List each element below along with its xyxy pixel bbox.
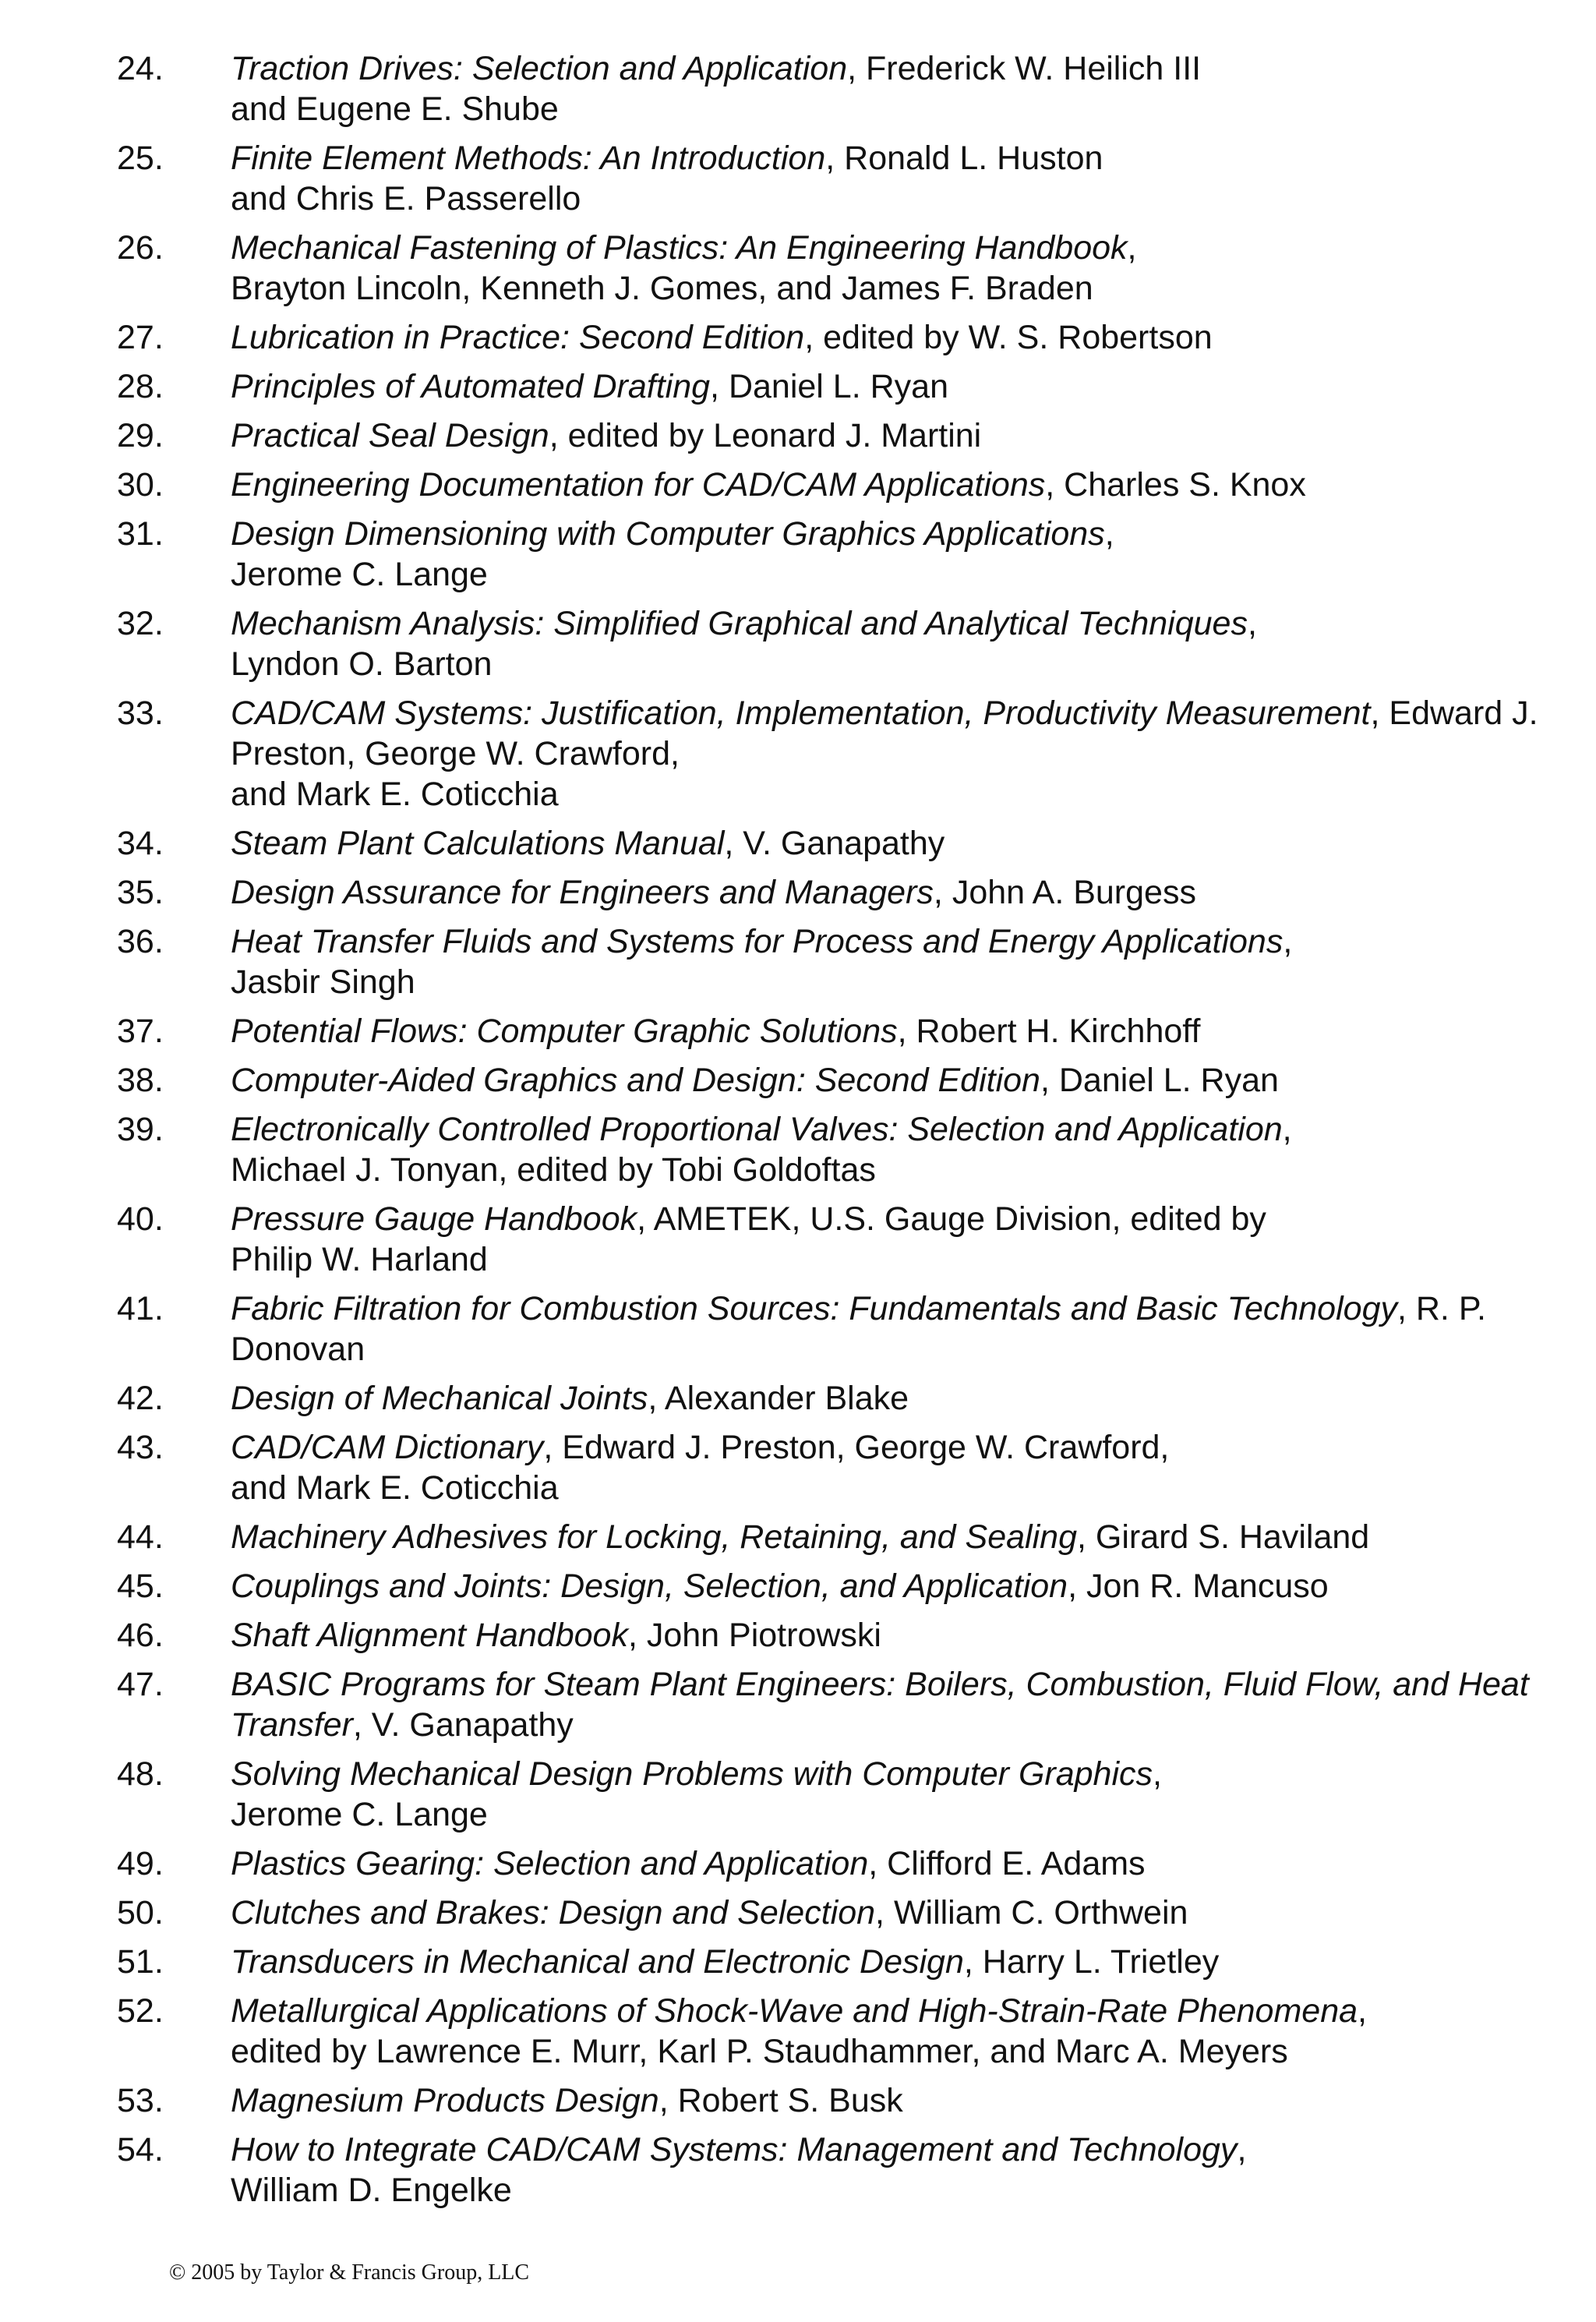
list-item [117,138,1566,219]
entry-number: 44. [117,1518,164,1556]
entry-citation [231,1566,1566,1606]
entry-citation [231,1754,1566,1835]
entry-citation [231,1378,1566,1419]
book-title: Mechanical Fastening of Plastics: An Engineering Handbook [231,229,1128,267]
list-item [117,2080,1566,2121]
entry-number: 31. [117,515,164,553]
book-title: Transducers in Mechanical and Electronic Design [231,1943,964,1981]
author-credit-continued: Lyndon O. Barton [231,645,493,683]
entry-number: 25. [117,140,164,177]
copyright-footer: © 2005 by Taylor & Francis Group, LLC [169,2260,530,2285]
author-credit-continued: Jasbir Singh [231,963,415,1001]
entry-citation [231,366,1566,407]
list-item [117,1109,1566,1190]
book-title: CAD/CAM Systems: Justification, Implementation, Productivity Measurement [231,694,1371,732]
author-credit: , John A. Burgess [933,874,1196,911]
entry-citation [231,1427,1566,1508]
entry-citation [231,872,1566,913]
author-credit-continued: Michael J. Tonyan, edited by Tobi Goldoftas [231,1151,876,1189]
list-item [117,1199,1566,1280]
list-item [117,415,1566,456]
author-credit: , Daniel L. Ryan [1040,1062,1279,1099]
book-title: Electronically Controlled Proportional Valves: Selection and Application [231,1111,1283,1148]
entry-number: 30. [117,466,164,504]
book-title: Plastics Gearing: Selection and Application [231,1845,869,1882]
author-credit: , [1153,1755,1162,1793]
book-title: Design Dimensioning with Computer Graphics Applications [231,515,1105,553]
entry-number: 39. [117,1111,164,1148]
entry-citation [231,465,1566,505]
entry-number: 26. [117,229,164,267]
entry-number: 40. [117,1200,164,1238]
book-title: Lubrication in Practice: Second Edition [231,319,805,356]
book-title: Design Assurance for Engineers and Managers [231,874,934,911]
list-item [117,1060,1566,1101]
author-credit: , Ronald L. Huston [825,140,1103,177]
list-item [117,1517,1566,1557]
entry-citation [231,2129,1566,2211]
author-credit: , [1282,1111,1292,1148]
entry-citation [231,1615,1566,1656]
list-item [117,317,1566,358]
entry-number: 45. [117,1567,164,1605]
list-item [117,1893,1566,1933]
author-credit-continued: and Mark E. Coticchia [231,776,559,813]
book-title: Fabric Filtration for Combustion Sources: Fundamentals and Basic Technology [231,1290,1397,1327]
author-credit-continued: William D. Engelke [231,2172,512,2209]
entry-citation [231,921,1566,1002]
entry-citation [231,1288,1566,1370]
author-credit: , R. P. Donovan [231,1290,1486,1368]
entry-number: 42. [117,1380,164,1417]
book-title: Machinery Adhesives for Locking, Retaining, and Sealing [231,1518,1077,1556]
entry-citation [231,1109,1566,1190]
book-series-list [117,48,1566,2219]
author-credit: , Frederick W. Heilich III [847,50,1202,87]
entry-number: 49. [117,1845,164,1882]
author-credit: , John Piotrowski [627,1617,881,1654]
entry-number: 29. [117,417,164,454]
author-credit-continued: Philip W. Harland [231,1241,488,1278]
author-credit: , [1237,2131,1247,2168]
list-item [117,1754,1566,1835]
entry-citation [231,138,1566,219]
author-credit: , edited by Leonard J. Martini [549,417,982,454]
author-credit-continued: Brayton Lincoln, Kenneth J. Gomes, and James F. Braden [231,270,1093,307]
book-title: Potential Flows: Computer Graphic Solutions [231,1013,898,1050]
book-title: Pressure Gauge Handbook [231,1200,637,1238]
author-credit-continued: Jerome C. Lange [231,1796,488,1833]
entry-citation [231,603,1566,684]
entry-number: 27. [117,319,164,356]
book-title: Couplings and Joints: Design, Selection, and Application [231,1567,1068,1605]
author-credit: , Jon R. Mancuso [1068,1567,1329,1605]
entry-citation [231,48,1566,129]
entry-citation [231,1664,1566,1745]
book-title: Shaft Alignment Handbook [231,1617,628,1654]
book-title: Steam Plant Calculations Manual [231,825,725,862]
entry-citation [231,1942,1566,1982]
list-item [117,228,1566,309]
entry-citation [231,415,1566,456]
list-item [117,872,1566,913]
list-item [117,1427,1566,1508]
author-credit-continued: and Chris E. Passerello [231,180,581,217]
author-credit-continued: and Mark E. Coticchia [231,1469,559,1507]
list-item [117,1991,1566,2072]
entry-citation [231,1843,1566,1884]
book-title: Engineering Documentation for CAD/CAM Applications [231,466,1046,504]
entry-number: 36. [117,923,164,960]
entry-citation [231,1991,1566,2072]
entry-number: 38. [117,1062,164,1099]
list-item [117,1378,1566,1419]
entry-number: 41. [117,1290,164,1327]
list-item [117,823,1566,864]
list-item [117,1615,1566,1656]
author-credit: , Girard S. Haviland [1076,1518,1370,1556]
list-item [117,2129,1566,2211]
entry-number: 52. [117,1992,164,2030]
book-title: How to Integrate CAD/CAM Systems: Management and Technology [231,2131,1238,2168]
list-item [117,1942,1566,1982]
entry-citation [231,317,1566,358]
list-item [117,603,1566,684]
author-credit: , [1283,923,1293,960]
author-credit-continued: and Eugene E. Shube [231,90,559,128]
entry-citation [231,1199,1566,1280]
entry-citation [231,2080,1566,2121]
author-credit: , Robert S. Busk [659,2082,903,2119]
author-credit: , [1127,229,1137,267]
author-credit: , V. Ganapathy [724,825,945,862]
book-title: BASIC Programs for Steam Plant Engineers: Boilers, Combustion, Fluid Flow, and Heat Transfer [231,1666,1529,1744]
entry-citation [231,1011,1566,1051]
entry-number: 37. [117,1013,164,1050]
list-item [117,1843,1566,1884]
book-title: Computer-Aided Graphics and Design: Second Edition [231,1062,1040,1099]
book-title: Mechanism Analysis: Simplified Graphical and Analytical Techniques [231,605,1248,642]
entry-citation [231,693,1566,815]
list-item [117,366,1566,407]
author-credit: , Alexander Blake [648,1380,909,1417]
entry-citation [231,823,1566,864]
author-credit: , V. Ganapathy [352,1706,574,1744]
list-item [117,1664,1566,1745]
list-item [117,514,1566,595]
entry-number: 53. [117,2082,164,2119]
author-credit: , William C. Orthwein [875,1894,1188,1931]
author-credit: , Edward J. Preston, George W. Crawford, [231,694,1538,772]
author-credit: , [1247,605,1257,642]
book-title: Finite Element Methods: An Introduction [231,140,826,177]
entry-number: 24. [117,50,164,87]
book-title: Metallurgical Applications of Shock-Wave and High-Strain-Rate Phenomena [231,1992,1358,2030]
author-credit: , Harry L. Trietley [963,1943,1220,1981]
author-credit: , Edward J. Preston, George W. Crawford, [543,1429,1170,1466]
author-credit: , Clifford E. Adams [868,1845,1146,1882]
book-title: Traction Drives: Selection and Application [231,50,848,87]
author-credit: , Robert H. Kirchhoff [897,1013,1201,1050]
book-title: CAD/CAM Dictionary [231,1429,544,1466]
entry-citation [231,514,1566,595]
entry-citation [231,1060,1566,1101]
author-credit: , [1358,1992,1367,2030]
list-item [117,48,1566,129]
author-credit-continued: edited by Lawrence E. Murr, Karl P. Staudhammer, and Marc A. Meyers [231,2033,1288,2070]
author-credit: , Charles S. Knox [1045,466,1306,504]
book-title: Practical Seal Design [231,417,549,454]
entry-number: 50. [117,1894,164,1931]
entry-number: 47. [117,1666,164,1703]
author-credit: , [1104,515,1114,553]
entry-citation [231,228,1566,309]
author-credit: , AMETEK, U.S. Gauge Division, edited by [637,1200,1266,1238]
list-item [117,1011,1566,1051]
list-item [117,465,1566,505]
book-title: Magnesium Products Design [231,2082,659,2119]
list-item [117,1288,1566,1370]
entry-number: 32. [117,605,164,642]
book-title: Principles of Automated Drafting [231,368,711,405]
entry-number: 34. [117,825,164,862]
entry-number: 43. [117,1429,164,1466]
entry-number: 33. [117,694,164,732]
entry-number: 28. [117,368,164,405]
entry-citation [231,1517,1566,1557]
book-title: Heat Transfer Fluids and Systems for Process and Energy Applications [231,923,1284,960]
entry-number: 35. [117,874,164,911]
entry-citation [231,1893,1566,1933]
author-credit-continued: Jerome C. Lange [231,556,488,593]
list-item [117,693,1566,815]
entry-number: 51. [117,1943,164,1981]
entry-number: 46. [117,1617,164,1654]
author-credit: , Daniel L. Ryan [710,368,948,405]
book-title: Solving Mechanical Design Problems with Computer Graphics [231,1755,1153,1793]
entry-number: 54. [117,2131,164,2168]
book-title: Design of Mechanical Joints [231,1380,648,1417]
list-item [117,1566,1566,1606]
book-title: Clutches and Brakes: Design and Selection [231,1894,876,1931]
entry-number: 48. [117,1755,164,1793]
list-item [117,921,1566,1002]
author-credit: , edited by W. S. Robertson [804,319,1213,356]
